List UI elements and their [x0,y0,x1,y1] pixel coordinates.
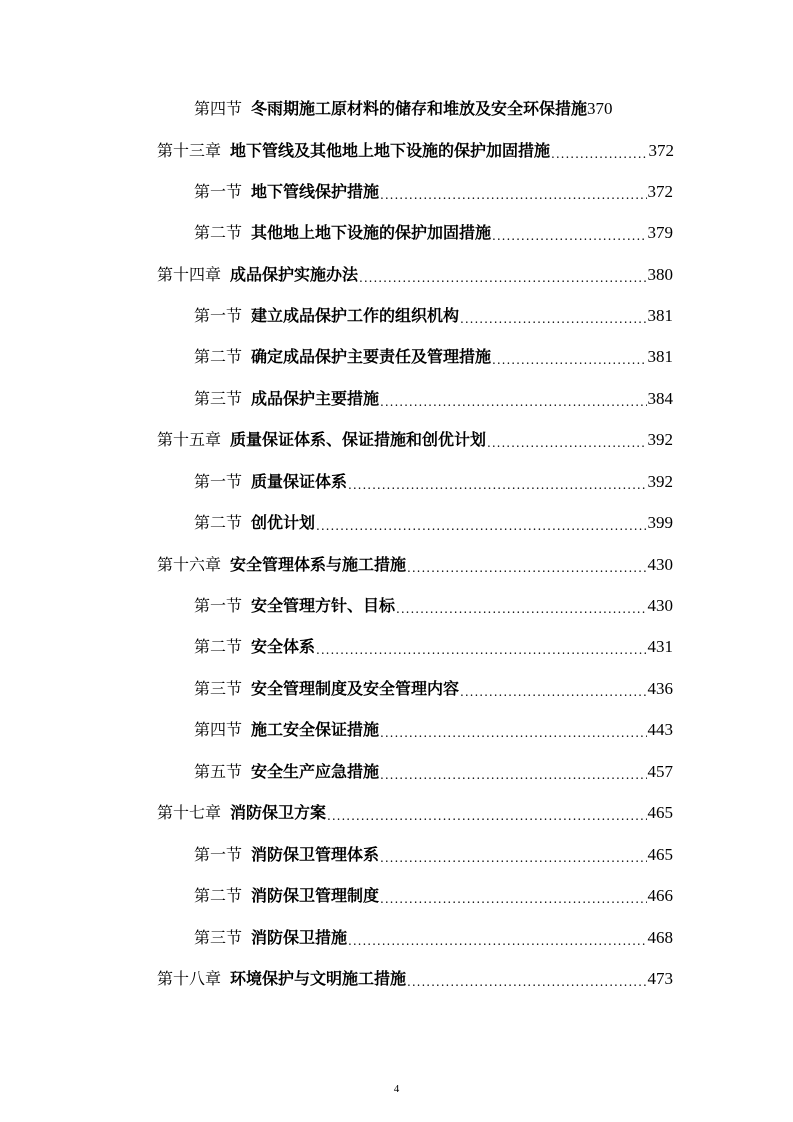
toc-entry-title: 环境保护与文明施工措施 [230,969,407,988]
toc-leader-dots [460,677,646,704]
toc-entry-number: 第四节 [194,99,243,118]
toc-leader-dots [380,180,646,207]
toc-entry-number: 第二节 [194,886,243,905]
toc-entry-number: 第十四章 [157,265,222,284]
toc-entry[interactable] [0,632,793,662]
toc-entry-page: 430 [647,555,673,574]
toc-entry-page: 466 [647,886,673,905]
toc-leader-dots [316,635,646,662]
toc-entry-number: 第二节 [194,513,243,532]
toc-entry-number: 第五节 [194,762,243,781]
toc-entry-number: 第一节 [194,472,243,491]
toc-entry-page: 372 [647,182,673,201]
toc-entry[interactable] [0,591,793,621]
toc-leader-dots [348,470,646,497]
toc-entry-title: 安全管理制度及安全管理内容 [251,679,460,698]
toc-entry-page: 380 [647,265,673,284]
page-number: 4 [393,1083,400,1095]
toc-entry-page: 465 [647,845,673,864]
toc-entry-number: 第一节 [194,306,243,325]
toc-entry-number: 第十六章 [157,555,222,574]
toc-entry[interactable] [0,881,793,911]
toc-entry-title: 创优计划 [251,513,316,532]
toc-entry-number: 第十八章 [157,969,222,988]
toc-entry-title: 成品保护主要措施 [251,389,380,408]
toc-entry-page: 381 [647,306,673,325]
toc-entry-title: 安全体系 [251,637,316,656]
toc-entry-title: 施工安全保证措施 [251,720,380,739]
toc-leader-dots [551,139,647,166]
toc-entry[interactable] [0,260,793,290]
toc-entry-number: 第二节 [194,223,243,242]
toc-entry-number: 第一节 [194,845,243,864]
toc-entry-page: 436 [647,679,673,698]
toc-entry-number: 第十三章 [157,141,222,160]
toc-entry-page: 381 [647,347,673,366]
toc-entry-title: 其他地上地下设施的保护加固措施 [251,223,492,242]
toc-entry-title: 消防保卫管理体系 [251,845,380,864]
toc-entry-number: 第三节 [194,389,243,408]
toc-entry-page: 392 [647,472,673,491]
toc-entry-title: 质量保证体系、保证措施和创优计划 [230,430,487,449]
toc-entry-title: 建立成品保护工作的组织机构 [251,306,460,325]
toc-entry-number: 第二节 [194,347,243,366]
toc-entry-page: 443 [647,720,673,739]
toc-entry-page: 379 [647,223,673,242]
toc-entry-title: 消防保卫措施 [251,928,348,947]
toc-entry-page: 468 [647,928,673,947]
toc-leader-dots [380,760,646,787]
toc-entry-page: 430 [647,596,673,615]
toc-entry-page: 384 [647,389,673,408]
toc-entry-number: 第三节 [194,928,243,947]
toc-entry-title: 安全管理体系与施工措施 [230,555,407,574]
toc-entry[interactable] [0,342,793,372]
toc-leader-dots [396,594,646,621]
toc-entry[interactable] [0,218,793,248]
toc-entry[interactable] [0,177,793,207]
toc-entry-page: 473 [647,969,673,988]
toc-entry[interactable] [0,798,793,828]
toc-leader-dots [492,221,646,248]
toc-entry-title: 消防保卫方案 [230,803,327,822]
toc-leader-dots [316,511,646,538]
toc-entry[interactable] [0,94,793,124]
toc-entry-title: 消防保卫管理制度 [251,886,380,905]
toc-entry-page: 457 [647,762,673,781]
toc-entry[interactable] [0,550,793,580]
toc-entry[interactable] [0,301,793,331]
toc-leader-dots [407,553,646,580]
toc-entry[interactable] [0,757,793,787]
toc-entry-number: 第三节 [194,679,243,698]
toc-leader-dots [380,718,646,745]
toc-entry[interactable] [0,384,793,414]
toc-entry-title: 冬雨期施工原材料的储存和堆放及安全环保措施 [251,99,588,118]
toc-entry-title: 安全管理方针、目标 [251,596,396,615]
toc-entry[interactable] [0,136,793,166]
toc-leader-dots [492,345,646,372]
toc-leader-dots [380,884,646,911]
toc-entry-title: 确定成品保护主要责任及管理措施 [251,347,492,366]
toc-entry-page: 370 [587,99,613,118]
toc-leader-dots [380,387,646,414]
toc-leader-dots [487,428,646,455]
toc-leader-dots [407,967,646,994]
toc-leader-dots [348,926,646,953]
toc-entry[interactable] [0,508,793,538]
toc-leader-dots [380,843,646,870]
toc-entry-title: 安全生产应急措施 [251,762,380,781]
toc-entry[interactable] [0,425,793,455]
toc-entry-page: 392 [647,430,673,449]
toc-entry[interactable] [0,467,793,497]
toc-entry-title: 成品保护实施办法 [230,265,359,284]
toc-entry-title: 地下管线保护措施 [251,182,380,201]
toc-entry[interactable] [0,674,793,704]
toc-entry[interactable] [0,964,793,994]
toc-entry-page: 465 [647,803,673,822]
toc-entry-number: 第一节 [194,182,243,201]
toc-entry[interactable] [0,840,793,870]
toc-entry-page: 431 [647,637,673,656]
toc-entry-number: 第十五章 [157,430,222,449]
toc-entry-number: 第四节 [194,720,243,739]
toc-entry-number: 第一节 [194,596,243,615]
toc-entry[interactable] [0,715,793,745]
toc-entry-number: 第十七章 [157,803,222,822]
toc-entry[interactable] [0,923,793,953]
toc-entry-title: 地下管线及其他地上地下设施的保护加固措施 [230,141,551,160]
toc-entry-page: 399 [647,513,673,532]
toc-entry-number: 第二节 [194,637,243,656]
toc-entry-page: 372 [648,141,674,160]
toc-entry-title: 质量保证体系 [251,472,348,491]
toc-leader-dots [327,801,646,828]
toc-leader-dots [460,304,646,331]
toc-leader-dots [359,263,646,290]
